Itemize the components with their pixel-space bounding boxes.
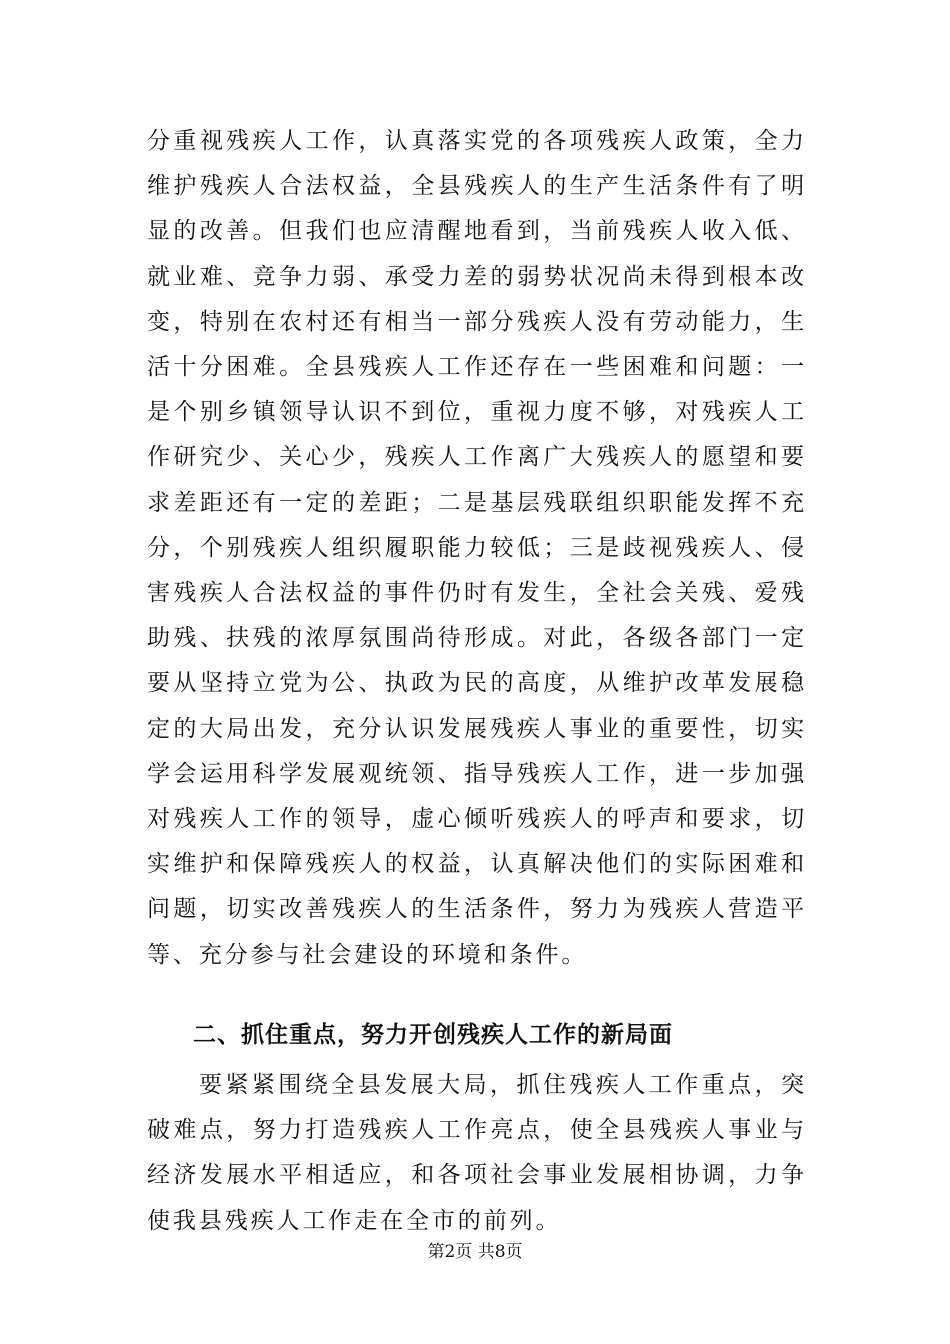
section-heading: 二、抓住重点，努力开创残疾人工作的新局面 — [193, 1022, 673, 1048]
body-paragraph-2: 要紧紧围绕全县发展大局，抓住残疾人工作重点，突破难点，努力打造残疾人工作亮点，使全县残疾人事业与经济发展水平相适应，和各项社会事业发展相协调，力争使我县残疾人工作走在全市的前列。 — [147, 1072, 807, 1234]
body-paragraph-1: 分重视残疾人工作，认真落实党的各项残疾人政策，全力维护残疾人合法权益，全县残疾人的生产生活条件有了明显的改善。但我们也应清醒地看到，当前残疾人收入低、就业难、竞争力弱、承受力差的弱势状况尚未得到根本改变，特别在农村还有相当一部分残疾人没有劳动能力，生活十分困难。全县残疾人工作还存在一些困难和问题：一是个别乡镇领导认识不到位，重视力度不够，对残疾人工作研究少、关心少，残疾人工作离广大残疾人的愿望和要求差距还有一定的差距；二是基层残联组织职能发挥不充分，个别残疾人组织履职能力较低；三是歧视残疾人、侵害残疾人合法权益的事件仍时有发生，全社会关残、爱残助残、扶残的浓厚氛围尚待形成。对此，各级各部门一定要从坚持立党为公、执政为民的高度，从维护改革发展稳定的大局出发，充分认识发展残疾人事业的重要性，切实学会运用科学发展观统领、指导残疾人工作，进一步加强对残疾人工作的领导，虚心倾听残疾人的呼声和要求，切实维护和保障残疾人的权益，认真解决他们的实际困难和问题，切实改善残疾人的生活条件，努力为残疾人营造平等、充分参与社会建设的环境和条件。 — [147, 128, 807, 968]
page-number-footer: 第2页 共8页 — [427, 1242, 523, 1262]
